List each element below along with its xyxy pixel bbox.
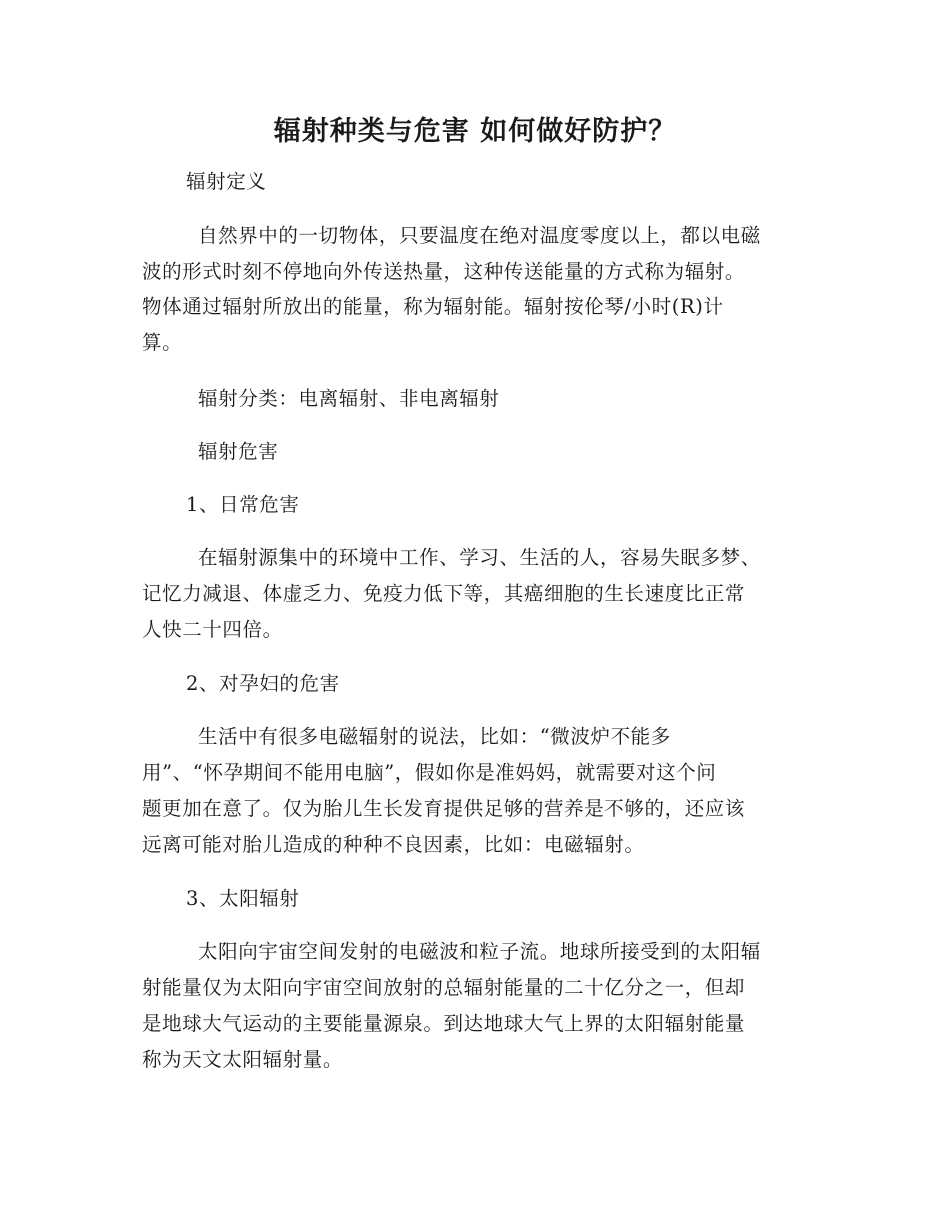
definition-line-2: 波的形式时刻不停地向外传送热量，这种传送能量的方式称为辐射。 xyxy=(142,260,746,283)
section2-line-2: 用”、“怀孕期间不能用电脑”，假如你是准妈妈，就需要对这个问 xyxy=(142,761,717,784)
definition-line-1: 自然界中的一切物体，只要温度在绝对温度零度以上，都以电磁 xyxy=(198,224,761,247)
page-title: 辐射种类与危害 如何做好防护？ xyxy=(273,116,677,147)
section1-line-3: 人快二十四倍。 xyxy=(142,618,283,641)
section1-line-1: 在辐射源集中的环境中工作、学习、生活的人，容易失眠多梦、 xyxy=(198,546,761,569)
section2-heading: 2、对孕妇的危害 xyxy=(186,672,340,695)
definition-line-4: 算。 xyxy=(142,331,183,354)
section3-line-2: 射能量仅为太阳向宇宙空间放射的总辐射能量的二十亿分之一，但却 xyxy=(142,976,746,999)
definition-heading: 辐射定义 xyxy=(186,170,267,193)
section3-heading: 3、太阳辐射 xyxy=(186,887,300,910)
definition-line-3: 物体通过辐射所放出的能量，称为辐射能。辐射按伦琴/小时(R)计 xyxy=(142,295,724,318)
section3-line-3: 是地球大气运动的主要能量源泉。到达地球大气上界的太阳辐射能量 xyxy=(142,1012,746,1035)
section3-line-1: 太阳向宇宙空间发射的电磁波和粒子流。地球所接受到的太阳辐 xyxy=(198,940,761,963)
section2-line-1: 生活中有很多电磁辐射的说法，比如：“微波炉不能多 xyxy=(198,725,671,748)
section1-line-2: 记忆力减退、体虚乏力、免疫力低下等，其癌细胞的生长速度比正常 xyxy=(142,582,746,605)
section2-line-3: 题更加在意了。仅为胎儿生长发育提供足够的营养是不够的，还应该 xyxy=(142,797,746,820)
classification-line: 辐射分类：电离辐射、非电离辐射 xyxy=(198,387,500,410)
hazard-heading: 辐射危害 xyxy=(198,440,279,463)
section3-line-4: 称为天文太阳辐射量。 xyxy=(142,1048,344,1071)
section1-heading: 1、日常危害 xyxy=(186,493,300,516)
section2-line-4: 远离可能对胎儿造成的种种不良因素，比如：电磁辐射。 xyxy=(142,833,645,856)
